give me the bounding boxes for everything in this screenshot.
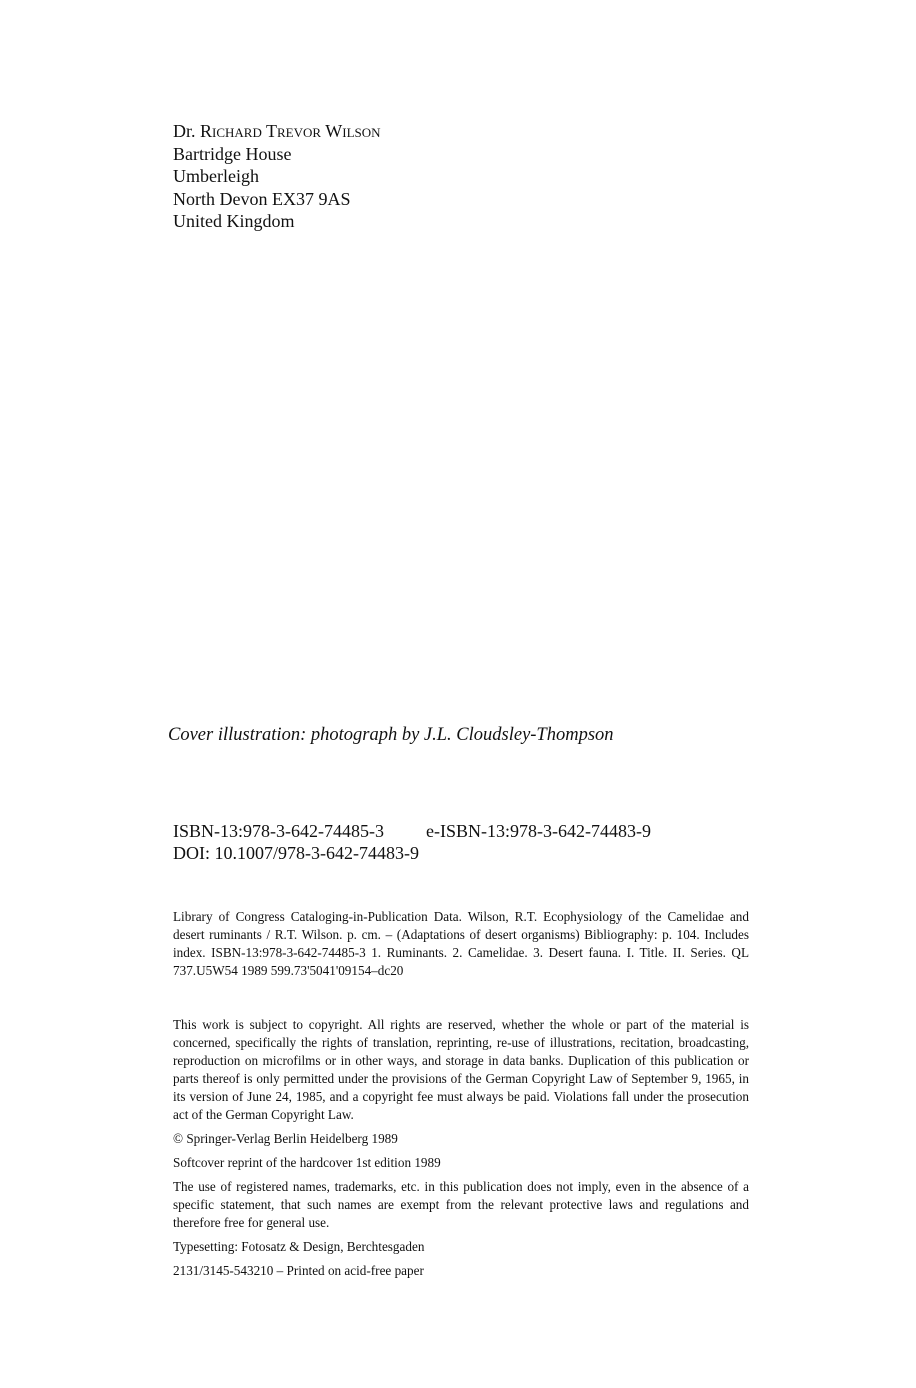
author-title: Dr. <box>173 121 200 141</box>
isbn-row <box>173 820 651 842</box>
address-line-3: North Devon EX37 9AS <box>173 188 351 209</box>
copyright-notice: This work is subject to copyright. All rights are reserved, whether the whole or part of the material is concerned, specifically the rights of translation, reprinting, re-use of illustrations, recitation, broadcasting, reproduction on microfilms or in other ways, and storage in data banks. Duplication of this publication or parts thereof is only permitted under the provisions of the German Copyright Law of September 9, 1965, in its version of June 24, 1985, and a copyright fee must always be paid. Violations fall under the prosecution act of the German Copyright Law. <box>173 1017 749 1122</box>
author-name: Richard Trevor Wilson <box>200 121 381 141</box>
cover-illustration-credit: Cover illustration: photograph by J.L. Cloudsley-Thompson <box>168 725 614 745</box>
author-name-line <box>173 120 381 143</box>
address-line-2: Umberleigh <box>173 166 259 186</box>
print-line: 2131/3145-543210 – Printed on acid-free paper <box>173 1263 424 1278</box>
trademark-notice: The use of registered names, trademarks, etc. in this publication does not imply, even in the absence of a specific statement, that such names are exempt from the relevant protective laws and regulations and therefore free for general use. <box>173 1179 749 1230</box>
cip-data: Library of Congress Cataloging-in-Publication Data. Wilson, R.T. Ecophysiology of the Camelidae and desert ruminants / R.T. Wilson. p. cm. – (Adaptations of desert organisms) Bibliography: p. 104. Includes index. ISBN-13:978-3-642-74485-3 1. Ruminants. 2. Camelidae. 3. Desert fauna. I. Title. II. Series. QL 737.U5W54 1989 599.73'5041'09154–dc20 <box>173 909 749 978</box>
legal-notices <box>173 1016 749 1286</box>
address-line-1: Bartridge House <box>173 143 292 164</box>
address-line-4: United Kingdom <box>173 211 295 231</box>
isbn-electronic: e-ISBN-13:978-3-642-74483-9 <box>425 821 651 841</box>
edition-line: Softcover reprint of the hardcover 1st edition 1989 <box>173 1155 441 1170</box>
typesetting-line: Typesetting: Fotosatz & Design, Berchtesgaden <box>173 1239 425 1254</box>
copyright-line: © Springer-Verlag Berlin Heidelberg 1989 <box>173 1131 398 1146</box>
doi: DOI: 10.1007/978-3-642-74483-9 <box>173 843 419 863</box>
identifiers-block <box>173 820 651 864</box>
author-address <box>173 120 381 233</box>
isbn-print: ISBN-13:978-3-642-74485-3 <box>173 821 384 841</box>
